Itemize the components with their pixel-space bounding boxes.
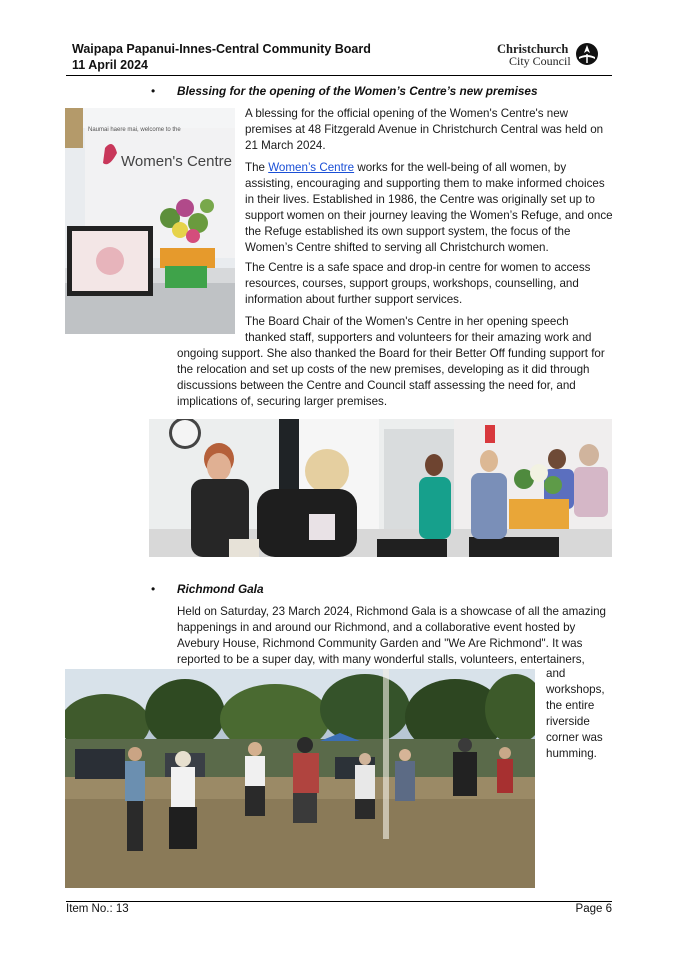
cont-line-6: humming. xyxy=(546,747,597,760)
page-number: Page 6 xyxy=(575,903,612,915)
item-number: Item No.: 13 xyxy=(66,903,129,915)
p4-line1: The Board Chair of the Women's Centre in her opening speech xyxy=(245,315,569,328)
board-name: Waipapa Papanui-Innes-Central Community Board xyxy=(72,42,371,56)
header-rule xyxy=(66,75,612,76)
logo-emblem-icon xyxy=(575,42,599,66)
footer-rule xyxy=(66,901,612,902)
photo1-wall-text: Naumai haere mai, welcome to the xyxy=(88,127,181,133)
section1-bullet: • xyxy=(151,84,156,98)
photo1-sign-text: Women's Centre xyxy=(121,153,232,170)
header-title-block xyxy=(72,42,371,73)
womens-centre-link[interactable]: Women’s Centre xyxy=(268,161,355,174)
logo-line2: City Council xyxy=(509,54,571,68)
p2-prefix: The xyxy=(245,161,269,174)
section1-paragraph-4-rest: ongoing support. She also thanked the Board for their Better Off funding support for the relocation and set up costs of the new premises, developing as it did through discussions between the Centre and Council staff assessing the need for, and implications of, securing larger premises. xyxy=(177,347,605,408)
document-date: 11 April 2024 xyxy=(72,57,148,72)
section1-paragraph-4-start xyxy=(245,314,615,346)
section1-paragraph-1: A blessing for the official opening of the Women's Centre's new premises at 48 Fitzgerald Avenue in Christchurch Central was held on 21 March 2024. xyxy=(245,107,604,152)
section1-title: Blessing for the opening of the Women’s Centre’s new premises xyxy=(177,84,538,98)
cont-line-2: workshops, xyxy=(546,683,605,696)
section2-bullet: • xyxy=(151,582,156,596)
logo-line1: Christchurch xyxy=(497,42,569,56)
p4-line2: thanked staff, supporters and volunteers for their amazing work and xyxy=(245,331,592,344)
section2-paragraph-1: Held on Saturday, 23 March 2024, Richmond Gala is a showcase of all the amazing happenings in and around our Richmond, and a collaborative event hosted by Avebury House, Richmond Community Garden and "We Are Richmond". It was reported to be a super day, with many wonderful stalls, volunteers, entertainers, xyxy=(177,605,606,666)
womens-centre-photo xyxy=(65,108,235,334)
richmond-gala-photo xyxy=(65,669,535,888)
cont-line-3: the entire xyxy=(546,699,595,712)
cont-line-4: riverside xyxy=(546,715,590,728)
section1-paragraph-3: The Centre is a safe space and drop-in centre for women to access resources, courses, support groups, workshops, counselling, and information about further support services. xyxy=(245,261,591,306)
council-logo xyxy=(497,42,601,68)
opening-speech-photo xyxy=(149,419,612,557)
section2-title: Richmond Gala xyxy=(177,582,264,596)
p2-body: works for the well-being of all women, by assisting, encouraging and supporting them to make informed choices in their lives. Established in 1986, the Centre was originally set up to support women on their journey leaving the Women’s Refuge, and once the Refuge established its own support system, the focus of the Women’s Centre shifted to serving all Christchurch women. xyxy=(245,161,613,254)
section1-paragraph-2 xyxy=(245,160,615,256)
section2-paragraph-1-continuation xyxy=(546,666,616,762)
cont-line-1: and xyxy=(546,667,566,680)
cont-line-5: corner was xyxy=(546,731,603,744)
